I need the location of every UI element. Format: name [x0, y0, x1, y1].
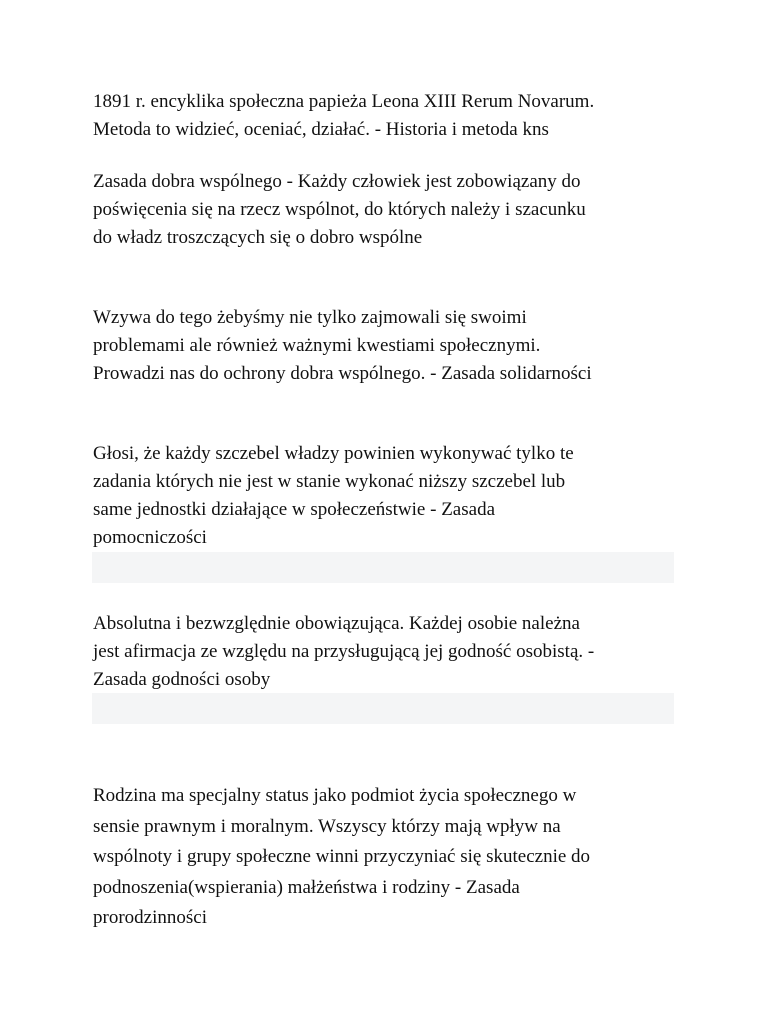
text-line: sensie prawnym i moralnym. Wszyscy którzy mają wpływ na — [93, 815, 561, 837]
text-line: Metoda to widzieć, oceniać, działać. - Historia i metoda kns — [93, 119, 549, 140]
paragraph-common-good — [93, 168, 693, 252]
text-line: wspólnoty i grupy społeczne winni przyczyniać się skutecznie do — [93, 846, 591, 867]
text-line: 1891 r. encyklika społeczna papieża Leona XIII Rerum Novarum. — [93, 91, 595, 112]
shaded-band — [92, 693, 674, 724]
text-line: same jednostki działające w społeczeństwie - Zasada — [93, 499, 495, 520]
text-line: problemami ale również ważnymi kwestiami społecznymi. — [93, 335, 541, 356]
text-line: Prowadzi nas do ochrony dobra wspólnego. - Zasada solidarności — [93, 363, 592, 384]
paragraph-pro-family — [93, 781, 693, 934]
paragraph-human-dignity — [93, 610, 693, 694]
text-line: Wzywa do tego żebyśmy nie tylko zajmowali się swoimi — [93, 307, 527, 328]
text-line: Głosi, że każdy szczebel władzy powinien wykonywać tylko te — [93, 443, 574, 464]
paragraph-solidarity — [93, 304, 693, 388]
text-line: pomocniczości — [93, 527, 207, 548]
text-line: jest afirmacja ze względu na przysługującą jej godność osobistą. - — [93, 641, 595, 662]
text-line: Zasada dobra wspólnego - Każdy człowiek jest zobowiązany do — [93, 171, 581, 192]
paragraph-rerum-novarum — [93, 88, 693, 144]
shaded-band — [92, 552, 674, 583]
text-line: prorodzinności — [93, 907, 207, 928]
text-line: do władz troszczących się o dobro wspólne — [93, 227, 423, 248]
text-line: podnoszenia(wspierania) małżeństwa i rodziny - Zasada — [93, 876, 520, 898]
text-line: Rodzina ma specjalny status jako podmiot życia społecznego w — [93, 785, 577, 806]
text-line: Absolutna i bezwzględnie obowiązująca. Każdej osobie należna — [93, 613, 580, 634]
text-line: poświęcenia się na rzecz wspólnot, do których należy i szacunku — [93, 199, 586, 220]
paragraph-subsidiarity — [93, 440, 693, 552]
text-line: Zasada godności osoby — [93, 669, 271, 690]
text-line: zadania których nie jest w stanie wykonać niższy szczebel lub — [93, 471, 566, 492]
